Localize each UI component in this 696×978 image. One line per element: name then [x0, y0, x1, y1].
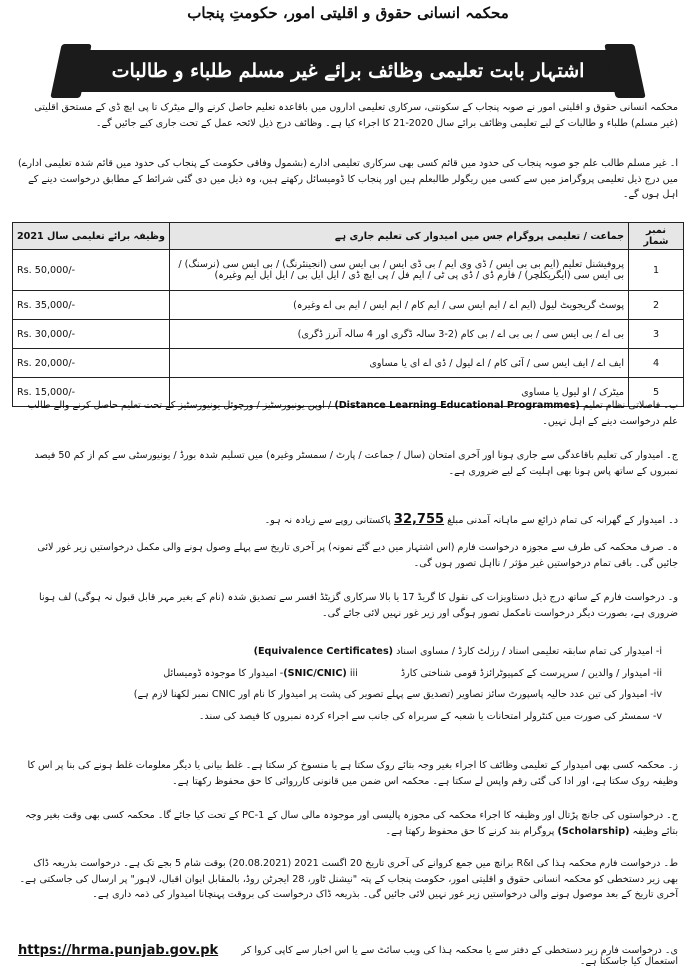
header-program: جماعت / تعلیمی پروگرام جس میں امیدوار کی تعلیم جاری ہے: [169, 223, 628, 250]
doc-i-english: (Equivalence Certificates): [253, 646, 394, 657]
paragraph-d: [18, 512, 678, 529]
table-row: [13, 291, 684, 320]
paragraph-h-english: (Scholarship): [557, 825, 630, 837]
paragraph-y-lead: ی۔ درخواست فارم زیر دستخطی کے دفتر سے یا محکمہ ہذا کی ویب سائٹ: [377, 945, 678, 956]
doc-item: [22, 644, 662, 660]
paragraph-e: ہ۔ صرف محکمہ کی طرف سے مجوزہ درخواست فارم (اس اشتہار میں دیے گئے نمونہ) پر آخری تاریخ سے پہلے وصول ہونے والی مکمل درخواستیں زیر غور لائی جائیں گی۔ باقی تمام درخواستیں غیر مؤثر / نااہل تصور ہوں گی۔: [37, 542, 678, 569]
paragraph-b: [18, 398, 678, 429]
paragraph-h: [18, 808, 678, 839]
row-serial: 1: [629, 250, 684, 291]
table-row: [13, 349, 684, 378]
row-program: بی اے / بی ایس سی / بی بی اے / بی کام (2-3 سالہ ڈگری اور 4 سالہ آنرز ڈگری): [169, 320, 628, 349]
website-link[interactable]: [18, 943, 218, 958]
row-program: ایف اے / ایف ایس سی / آئی کام / اے لیول / ڈی اے ای یا مساوی: [169, 349, 628, 378]
doc-item: [22, 666, 662, 682]
scholarship-table: [12, 222, 684, 407]
row-serial: 4: [629, 349, 684, 378]
table-row: [13, 250, 684, 291]
documents-list: [22, 644, 662, 724]
doc-iii-text: iii- امیدوار کا موجودہ ڈومیسائل: [163, 667, 358, 679]
row-program: پوسٹ گریجویٹ لیول (ایم اے / ایم ایس سی / ایم کام / ایم ایس / ایم بی اے وغیرہ): [169, 291, 628, 320]
row-program: پروفیشنل تعلیم (ایم بی بی ایس / ڈی وی ایم / بی ڈی ایس / بی ایس سی (انجینئرنگ) / بی ایس سی (نرسنگ) / بی ایس سی (ایگریکلچر) / فارم ڈی / ڈی پی ٹی / ایم فل / پی ایچ ڈی / ایل ایل بی / ایل ایل ایم وغیرہ): [169, 250, 628, 291]
paragraph-b-english: (Distance Learning Educational Programmes): [334, 400, 580, 411]
paragraph-c: ج۔ امیدوار کی تعلیم باقاعدگی سے جاری ہونا اور آخری امتحان (سال / جماعت / پارٹ / سمسٹر وغیرہ) میں تسلیم شدہ بورڈ / یونیورسٹی سے کم از کم 50 فیصد نمبروں کے ساتھ پاس ہونا بھی اہلیت کے لیے ضروری ہے۔: [34, 450, 678, 477]
table-header-row: [13, 223, 684, 250]
header-serial: نمبر شمار: [629, 223, 684, 250]
paragraph-t: ط۔ درخواست فارم محکمہ ہذا کی R&I برانچ میں جمع کروانے کی آخری تاریخ 20 اگست 2021 (20.08.2021) بوقت شام 5 بجے تک ہے۔ درخواست بذریعہ ڈاک بھی زیر دستخطی کو محکمہ انسانی حقوق و اقلیتی امور، حکومت پنجاب کے پتہ "نیشنل ٹاور، 28 ایجرٹن روڈ، بالمقابل ایوان اقبال، لاہور" پر ارسال کی جاسکتی ہے۔ آخری تاریخ کے بعد موصول ہونے والی درخواستیں زیر غور نہیں لائی جائیں گی۔ بذریعہ ڈاک درخواست کی بروقت پہنچانا امیدوار کی ذمہ داری ہے۔: [19, 858, 678, 900]
header-amount: وظیفہ برائے تعلیمی سال 2021: [13, 223, 170, 250]
doc-ii-text: ii- امیدوار / والدین / سرپرست کے کمپیوٹرائزڈ قومی شناختی کارڈ: [400, 667, 662, 679]
paragraph-f: و۔ درخواست فارم کے ساتھ درج ذیل دستاویزات کی نقول کا گریڈ 17 یا بالا سرکاری گزیٹڈ افسر سے تصدیق شدہ (نام کے بغیر مہر قابل قبول نہ ہوگی) لف ہونا ضروری ہے، بصورت دیگر درخواست نامکمل تصور ہوگی اور زیر غور نہیں لائی جائے گی۔: [39, 592, 678, 619]
intro-paragraph: محکمہ انسانی حقوق و اقلیتی امور نے صوبہ پنجاب کے سکونتی، سرکاری تعلیمی اداروں میں باقاعدہ تعلیم حاصل کرنے والے میٹرک تا پی ایچ ڈی کے مستحق اقلیتی (غیر مسلم) طلباء و طالبات کے لیے تعلیمی وظائف برائے سال 2020-21 کا اجراء کیا ہے۔ وظائف درج ذیل لائحہ عمل کے تحت جاری کیے جائیں گے۔: [34, 102, 678, 129]
row-serial: 3: [629, 320, 684, 349]
row-serial: 5: [629, 378, 684, 407]
doc-item: iv- امیدوار کی تین عدد حالیہ پاسپورٹ سائز تصاویر (تصدیق سے پہلے تصویر کی پشت پر امیدوار کا نام اور CNIC نمبر لکھنا لازم ہے): [133, 689, 662, 700]
row-serial: 2: [629, 291, 684, 320]
doc-i-text: i- امیدوار کی تمام سابقہ تعلیمی اسناد / رزلٹ کارڈ / مساوی اسناد: [396, 646, 662, 657]
paragraph-d-rest: پاکستانی روپے سے زیادہ نہ ہو۔: [264, 515, 391, 526]
paragraph-y: [238, 945, 678, 967]
paragraph-y-rest: سے یا اس اخبار سے کاپی کروا کر استعمال کیا جاسکتا ہے۔: [241, 945, 678, 967]
row-amount: Rs. 15,000/-: [13, 378, 170, 407]
website-url[interactable]: https://hrma.punjab.gov.pk: [18, 943, 219, 958]
row-amount: Rs. 35,000/-: [13, 291, 170, 320]
paragraph-h-lead: ح۔ درخواستوں کی جانچ پڑتال اور وظیفہ کا اجراء محکمہ کی مجوزہ پالیسی اور موجودہ مالی سال کے PC-1 کے تحت کیا جائے گا۔ محکمہ کسی بھی وقت بغیر وجہ بتائے وظیفہ: [25, 810, 678, 837]
table-row: [13, 320, 684, 349]
paragraph-a: ا۔ غیر مسلم طالب علم جو صوبہ پنجاب کی حدود میں قائم کسی بھی سرکاری تعلیمی ادارے (بشمول وفاقی حکومت کے پنجاب کی حدود میں قائم شدہ تعلیمی ادارے) میں درج ذیل تعلیمی پروگرامز میں سے کسی میں ریگولر طالبعلم ہیں اور پنجاب کا ڈومیسائل رکھتے ہیں، وہ ذیل میں دی گئی شرائط کے مطابق درخواست دینے کے اہل ہوں گے۔: [18, 158, 678, 200]
doc-item: v- سمسٹر کی صورت میں کنٹرولر امتحانات یا شعبہ کے سربراہ کی جانب سے اجراء کردہ نمبروں کا فیصد کی سند۔: [198, 710, 662, 722]
doc-ii-english: (SNIC/CNIC): [283, 667, 347, 679]
paragraph-b-rest: / اوپن یونیورسٹیز / ورچوئل یونیورسٹیز کے تحت تعلیم حاصل کرنے والے طالب علم درخواست دینے کے اہل نہیں۔: [27, 400, 678, 427]
paragraph-b-lead: ب۔ فاصلاتی نظام تعلیم: [582, 400, 678, 411]
paragraph-d-lead: د۔ امیدوار کے گھرانہ کی تمام ذرائع سے ماہانہ آمدنی مبلغ: [447, 515, 678, 526]
department-header: محکمہ انسانی حقوق و اقلیتی امور، حکومتِ پنجاب: [187, 4, 509, 22]
row-amount: Rs. 50,000/-: [13, 250, 170, 291]
income-limit: 32,755: [393, 512, 445, 527]
title-banner: اشتہار بابت تعلیمی وظائف برائے غیر مسلم طلباء و طالبات: [70, 50, 626, 92]
paragraph-h-rest: پروگرام بند کرنے کا حق محفوظ رکھتا ہے۔: [385, 825, 555, 837]
row-amount: Rs. 20,000/-: [13, 349, 170, 378]
paragraph-z: ز۔ محکمہ کسی بھی امیدوار کے تعلیمی وظائف کا اجراء بغیر وجہ بتائے روک سکتا ہے یا منسوخ کر سکتا ہے۔ غلط بیانی یا دیگر معلومات غلط ہونے کی بنا پر اس کا وظیفہ روک سکتا ہے، اور ادا کی گئی رقم واپس لے سکتا ہے۔ محکمہ اس ضمن میں قانونی کارروائی کا حق محفوظ رکھتا ہے۔: [27, 760, 678, 787]
row-amount: Rs. 30,000/-: [13, 320, 170, 349]
row-program: میٹرک / او لیول یا مساوی: [169, 378, 628, 407]
